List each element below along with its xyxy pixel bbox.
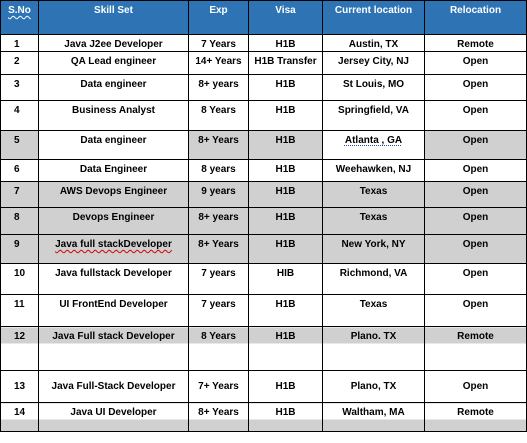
cell-skill: Devops Engineer: [39, 208, 189, 235]
skill-text: Java fullstack Developer: [55, 268, 172, 279]
cell-sno: 7: [1, 182, 39, 208]
cell-sno: 13: [1, 371, 39, 403]
header-row: [1, 1, 527, 35]
cell-skill: Java Full stack Developer: [39, 327, 189, 371]
cell-visa: HIB: [249, 264, 323, 295]
header-relocation: Relocation: [425, 1, 527, 35]
cell-visa: H1B: [249, 235, 323, 264]
cell-sno: 1: [1, 35, 39, 52]
cell-skill: AWS Devops Engineer: [39, 182, 189, 208]
cell-visa: H1B: [249, 371, 323, 403]
cell-location: [323, 131, 425, 160]
cell-visa: H1B: [249, 75, 323, 101]
cell-location: Richmond, VA: [323, 264, 425, 295]
table-row: [1, 35, 527, 52]
cell-visa: H1B: [249, 35, 323, 52]
cell-exp: 8+ years: [189, 75, 249, 101]
cell-skill: Business Analyst: [39, 101, 189, 131]
cell-exp: 7 Years: [189, 35, 249, 52]
table-row: [1, 75, 527, 101]
cell-exp: 7 years: [189, 295, 249, 327]
cell-exp: 8+ Years: [189, 131, 249, 160]
cell-skill: Java Full-Stack Developer: [39, 371, 189, 403]
cell-visa: H1B: [249, 101, 323, 131]
cell-location: New York, NY: [323, 235, 425, 264]
cell-sno: 4: [1, 101, 39, 131]
cell-location: Texas: [323, 295, 425, 327]
cell-skill: [39, 235, 189, 264]
cell-visa: H1B: [249, 403, 323, 432]
table-row: [1, 264, 527, 295]
cell-relocation: Remote: [425, 403, 527, 432]
table-row: [1, 327, 527, 371]
table-row: [1, 131, 527, 160]
cell-sno: 5: [1, 131, 39, 160]
cell-relocation: Open: [425, 264, 527, 295]
cell-location: Austin, TX: [323, 35, 425, 52]
cell-location: Waltham, MA: [323, 403, 425, 432]
cell-location: Texas: [323, 208, 425, 235]
cell-relocation: Open: [425, 295, 527, 327]
cell-sno: 12: [1, 327, 39, 371]
cell-relocation: Open: [425, 52, 527, 75]
table-row: [1, 235, 527, 264]
cell-visa: H1B: [249, 160, 323, 182]
cell-location: St Louis, MO: [323, 75, 425, 101]
cell-location: Plano, TX: [323, 371, 425, 403]
cell-visa: H1B: [249, 131, 323, 160]
cell-visa: H1B Transfer: [249, 52, 323, 75]
table-row: [1, 403, 527, 432]
cell-relocation: Open: [425, 75, 527, 101]
cell-skill: Data engineer: [39, 131, 189, 160]
table-row: [1, 208, 527, 235]
cell-sno: 2: [1, 52, 39, 75]
cell-location: Jersey City, NJ: [323, 52, 425, 75]
header-visa: Visa: [249, 1, 323, 35]
cell-location: Plano. TX: [323, 327, 425, 371]
cell-exp: 8 Years: [189, 327, 249, 371]
table-row: [1, 295, 527, 327]
location-link: Atlanta , GA: [344, 135, 403, 146]
cell-skill: Java J2ee Developer: [39, 35, 189, 52]
cell-relocation: Open: [425, 101, 527, 131]
cell-relocation: Remote: [425, 35, 527, 52]
cell-location: Weehawken, NJ: [323, 160, 425, 182]
cell-relocation: Open: [425, 371, 527, 403]
cell-sno: 6: [1, 160, 39, 182]
cell-location: Texas: [323, 182, 425, 208]
header-exp: Exp: [189, 1, 249, 35]
cell-visa: H1B: [249, 208, 323, 235]
cell-sno: 11: [1, 295, 39, 327]
cell-relocation: Open: [425, 182, 527, 208]
cell-exp: 8 years: [189, 160, 249, 182]
cell-relocation: Open: [425, 235, 527, 264]
cell-sno: 14: [1, 403, 39, 432]
cell-location: Springfield, VA: [323, 101, 425, 131]
cell-exp: 14+ Years: [189, 52, 249, 75]
table-row: [1, 182, 527, 208]
cell-exp: 7 years: [189, 264, 249, 295]
cell-skill: Data Engineer: [39, 160, 189, 182]
cell-exp: 8+ Years: [189, 403, 249, 432]
cell-exp: 9 years: [189, 182, 249, 208]
header-skill-set: Skill Set: [39, 1, 189, 35]
cell-relocation: Open: [425, 160, 527, 182]
cell-skill: UI FrontEnd Developer: [39, 295, 189, 327]
header-current-location: Current location: [323, 1, 425, 35]
cell-visa: H1B: [249, 295, 323, 327]
cell-sno: 8: [1, 208, 39, 235]
cell-visa: H1B: [249, 182, 323, 208]
cell-visa: H1B: [249, 327, 323, 371]
cell-sno: 10: [1, 264, 39, 295]
table-row: [1, 52, 527, 75]
cell-relocation: Open: [425, 208, 527, 235]
cell-exp: 8 Years: [189, 101, 249, 131]
cell-sno: 9: [1, 235, 39, 264]
table-row: [1, 101, 527, 131]
cell-sno: 3: [1, 75, 39, 101]
skill-text: Java full stackDeveloper: [55, 239, 172, 250]
cell-relocation: Remote: [425, 327, 527, 371]
header-sno: S.No: [1, 1, 39, 35]
cell-relocation: Open: [425, 131, 527, 160]
table-row: [1, 160, 527, 182]
cell-skill: QA Lead engineer: [39, 52, 189, 75]
cell-skill: Java UI Developer: [39, 403, 189, 432]
cell-exp: 8+ Years: [189, 235, 249, 264]
table-row: [1, 371, 527, 403]
cell-exp: 8+ years: [189, 208, 249, 235]
cell-skill: [39, 264, 189, 295]
cell-exp: 7+ Years: [189, 371, 249, 403]
cell-skill: Data engineer: [39, 75, 189, 101]
